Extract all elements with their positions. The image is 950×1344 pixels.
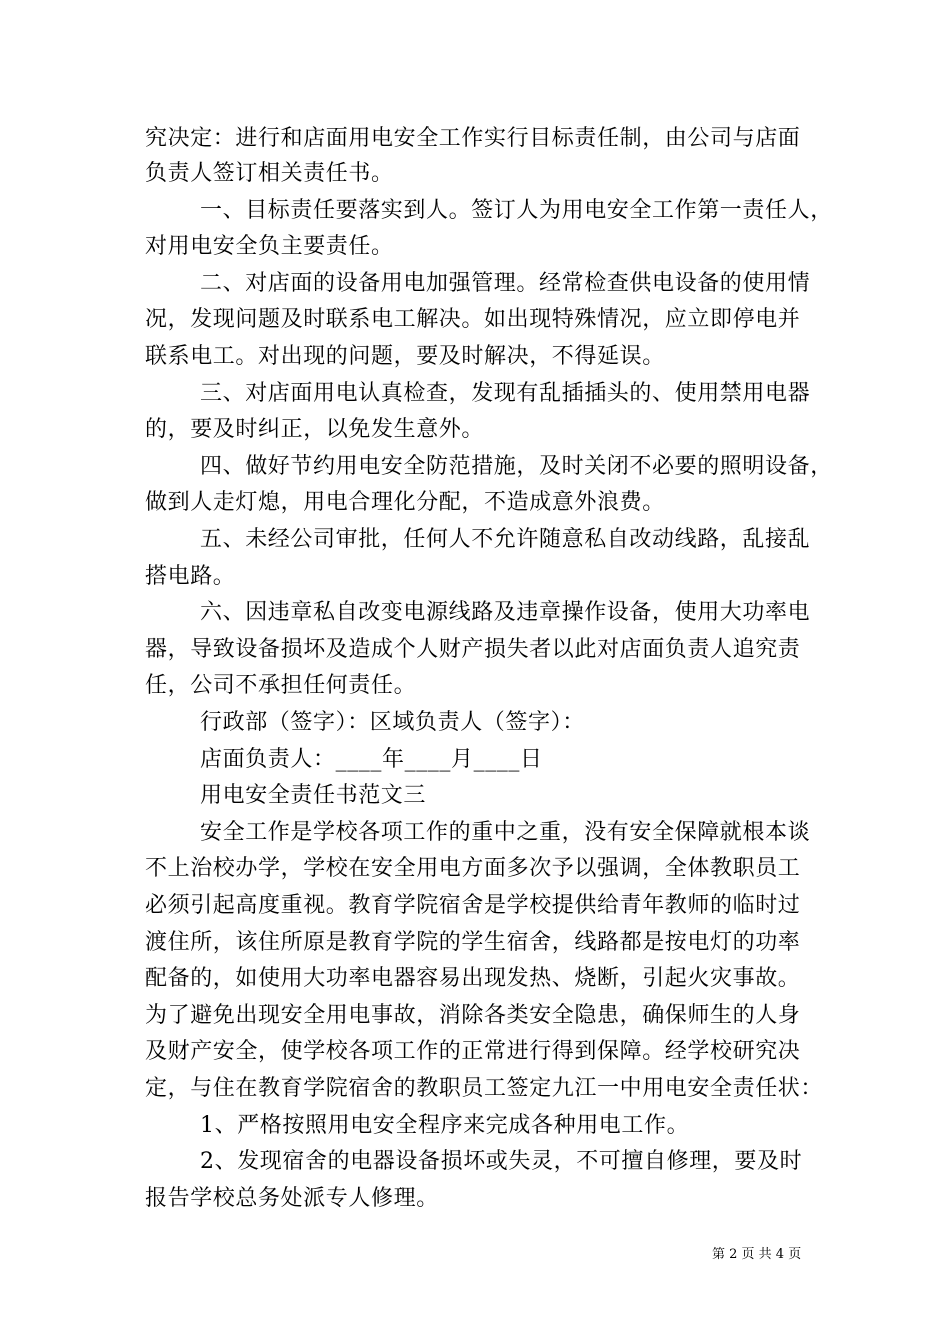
text-line: 器，导致设备损坏及造成个人财产损失者以此对店面负责人追究责: [145, 637, 801, 662]
text-line: 2、发现宿舍的电器设备损坏或失灵，不可擅自修理，要及时: [200, 1149, 803, 1174]
text-line: 对用电安全负主要责任。: [145, 234, 394, 259]
date-line: 店面负责人：____年____月____日: [200, 747, 543, 772]
text-line: 必须引起高度重视。教育学院宿舍是学校提供给青年教师的临时过: [145, 893, 801, 918]
text-line: 一、目标责任要落实到人。签订人为用电安全工作第一责任人，: [200, 198, 833, 223]
text-line: 究决定：进行和店面用电安全工作实行目标责任制，由公司与店面: [145, 126, 801, 151]
text-line: 为了避免出现安全用电事故，消除各类安全隐患，确保师生的人身: [145, 1003, 801, 1028]
text-line: 做到人走灯熄，用电合理化分配，不造成意外浪费。: [145, 490, 665, 515]
text-line: 不上治校办学，学校在安全用电方面多次予以强调，全体教职员工: [145, 856, 801, 881]
text-line: 况，发现问题及时联系电工解决。如出现特殊情况，应立即停电并: [145, 307, 801, 332]
text-line: 五、未经公司审批，任何人不允许随意私自改动线路，乱接乱: [200, 527, 811, 552]
text-line: 1、严格按照用电安全程序来完成各种用电工作。: [200, 1113, 690, 1138]
text-line: 的，要及时纠正，以免发生意外。: [145, 417, 485, 442]
text-line: 搭电路。: [145, 564, 236, 589]
text-line: 三、对店面用电认真检查，发现有乱插插头的、使用禁用电器: [200, 381, 811, 406]
text-line: 配备的，如使用大功率电器容易出现发热、烧断，引起火灾事故。: [145, 966, 801, 991]
text-line: 任，公司不承担任何责任。: [145, 673, 417, 698]
text-line: 及财产安全，使学校各项工作的正常进行得到保障。经学校研究决: [145, 1039, 801, 1064]
text-line: 四、做好节约用电安全防范措施，及时关闭不必要的照明设备，: [200, 454, 833, 479]
signature-line: 行政部（签字）：区域负责人（签字）：: [200, 710, 585, 735]
text-line: 报告学校总务处派专人修理。: [145, 1186, 439, 1211]
text-line: 二、对店面的设备用电加强管理。经常检查供电设备的使用情: [200, 271, 811, 296]
page-number: 第 2 页 共 4 页: [712, 1247, 802, 1262]
text-line: 六、因违章私自改变电源线路及违章操作设备，使用大功率电: [200, 600, 811, 625]
text-line: 安全工作是学校各项工作的重中之重，没有安全保障就根本谈: [200, 820, 811, 845]
text-line: 渡住所，该住所原是教育学院的学生宿舍，线路都是按电灯的功率: [145, 930, 801, 955]
text-line: 负责人签订相关责任书。: [145, 161, 394, 186]
section-title: 用电安全责任书范文三: [200, 783, 427, 808]
text-line: 联系电工。对出现的问题，要及时解决，不得延误。: [145, 344, 665, 369]
text-line: 定，与住在教育学院宿舍的教职员工签定九江一中用电安全责任状：: [145, 1076, 824, 1101]
